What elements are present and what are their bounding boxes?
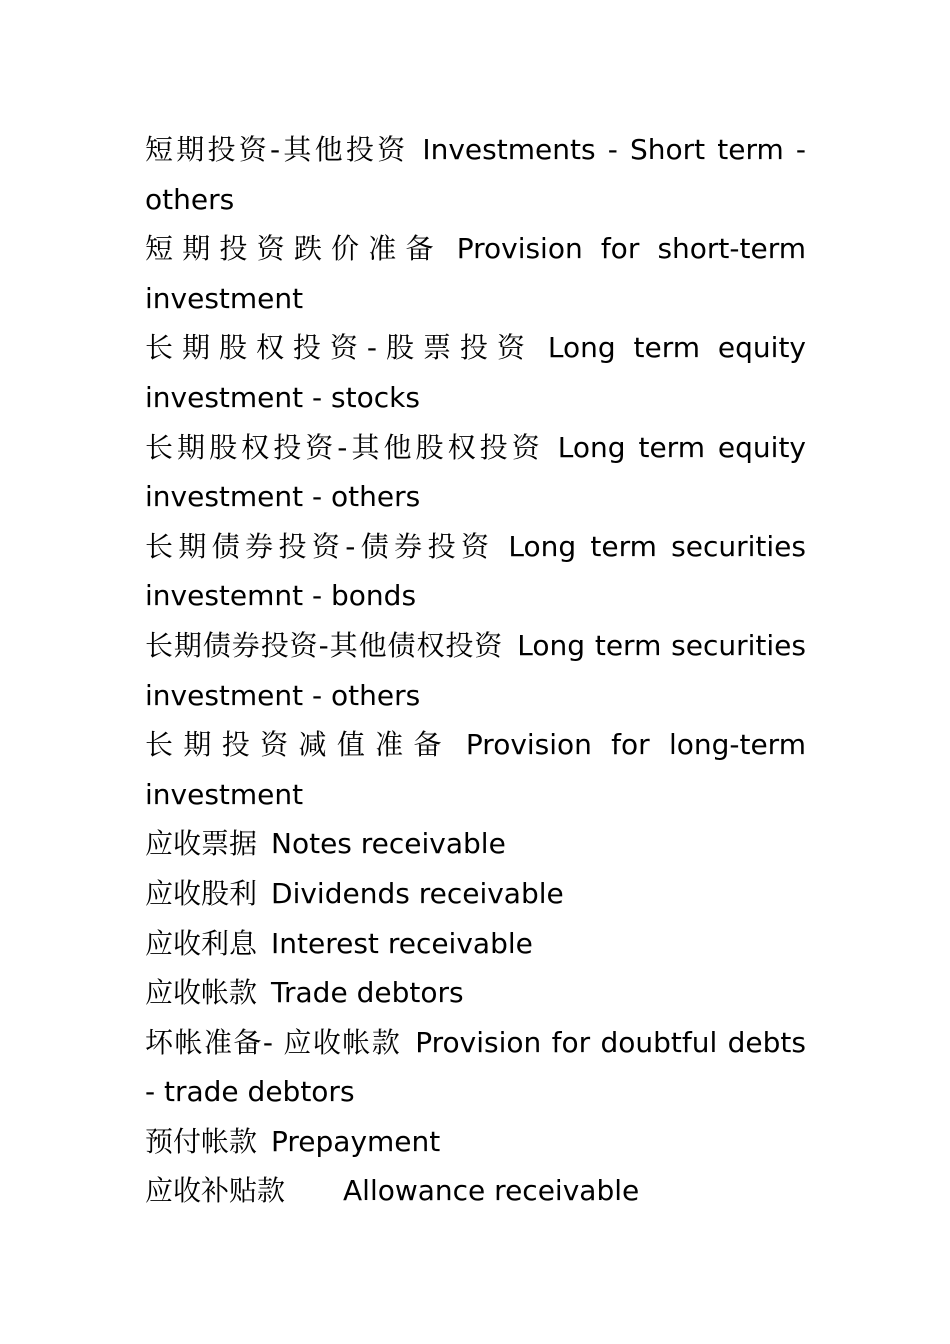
chinese-term: 长期投资减值准备: [145, 728, 452, 762]
english-term: Provision for doubtful debts - trade debtors: [145, 1025, 807, 1109]
glossary-entry: [145, 869, 806, 919]
glossary-entry: [145, 1018, 806, 1117]
english-term: Allowance receivable: [343, 1174, 640, 1208]
english-term: Long term equity investment - stocks: [145, 331, 807, 414]
english-term: Interest receivable: [271, 926, 533, 960]
chinese-term: 坏帐准备- 应收帐款: [145, 1025, 402, 1059]
english-term: Long term securities investment - others: [145, 628, 806, 712]
chinese-term: 应收票据: [145, 827, 258, 861]
english-term: Provision for short-term investment: [145, 232, 806, 315]
glossary-entry: [145, 224, 806, 323]
english-term: Long term equity investment - others: [145, 430, 806, 514]
english-term: Dividends receivable: [271, 876, 564, 910]
chinese-term: 长期债券投资-债券投资: [145, 529, 495, 563]
chinese-term: 应收股利: [145, 876, 258, 910]
english-term: Long term securities investemnt - bonds: [145, 529, 806, 613]
english-term: Prepayment: [271, 1124, 441, 1158]
chinese-term: 应收帐款: [145, 976, 258, 1010]
english-term: Provision for long-term investment: [145, 728, 806, 811]
english-term: Investments - Short term - others: [145, 133, 806, 216]
chinese-term: 短期投资跌价准备: [145, 232, 443, 266]
glossary-list: [145, 125, 806, 1216]
glossary-entry: [145, 919, 806, 969]
chinese-term: 长期股权投资-其他股权投资: [145, 430, 544, 464]
glossary-entry: [145, 621, 806, 720]
chinese-term: 应收补贴款: [145, 1174, 286, 1208]
glossary-entry: [145, 1166, 806, 1216]
glossary-entry: [145, 1117, 806, 1167]
glossary-entry: [145, 720, 806, 819]
chinese-term: 短期投资-其他投资: [145, 133, 409, 166]
glossary-entry: [145, 522, 806, 621]
glossary-entry: [145, 125, 806, 224]
english-term: Notes receivable: [271, 827, 506, 861]
chinese-term: 应收利息: [145, 926, 258, 960]
glossary-entry: [145, 423, 806, 522]
english-term: Trade debtors: [271, 976, 464, 1010]
chinese-term: 长期股权投资-股票投资: [145, 331, 534, 365]
chinese-term: 长期债券投资-其他债权投资: [145, 628, 504, 662]
glossary-entry: [145, 819, 806, 869]
chinese-term: 预付帐款: [145, 1124, 258, 1158]
glossary-entry: [145, 323, 806, 422]
glossary-entry: [145, 968, 806, 1018]
